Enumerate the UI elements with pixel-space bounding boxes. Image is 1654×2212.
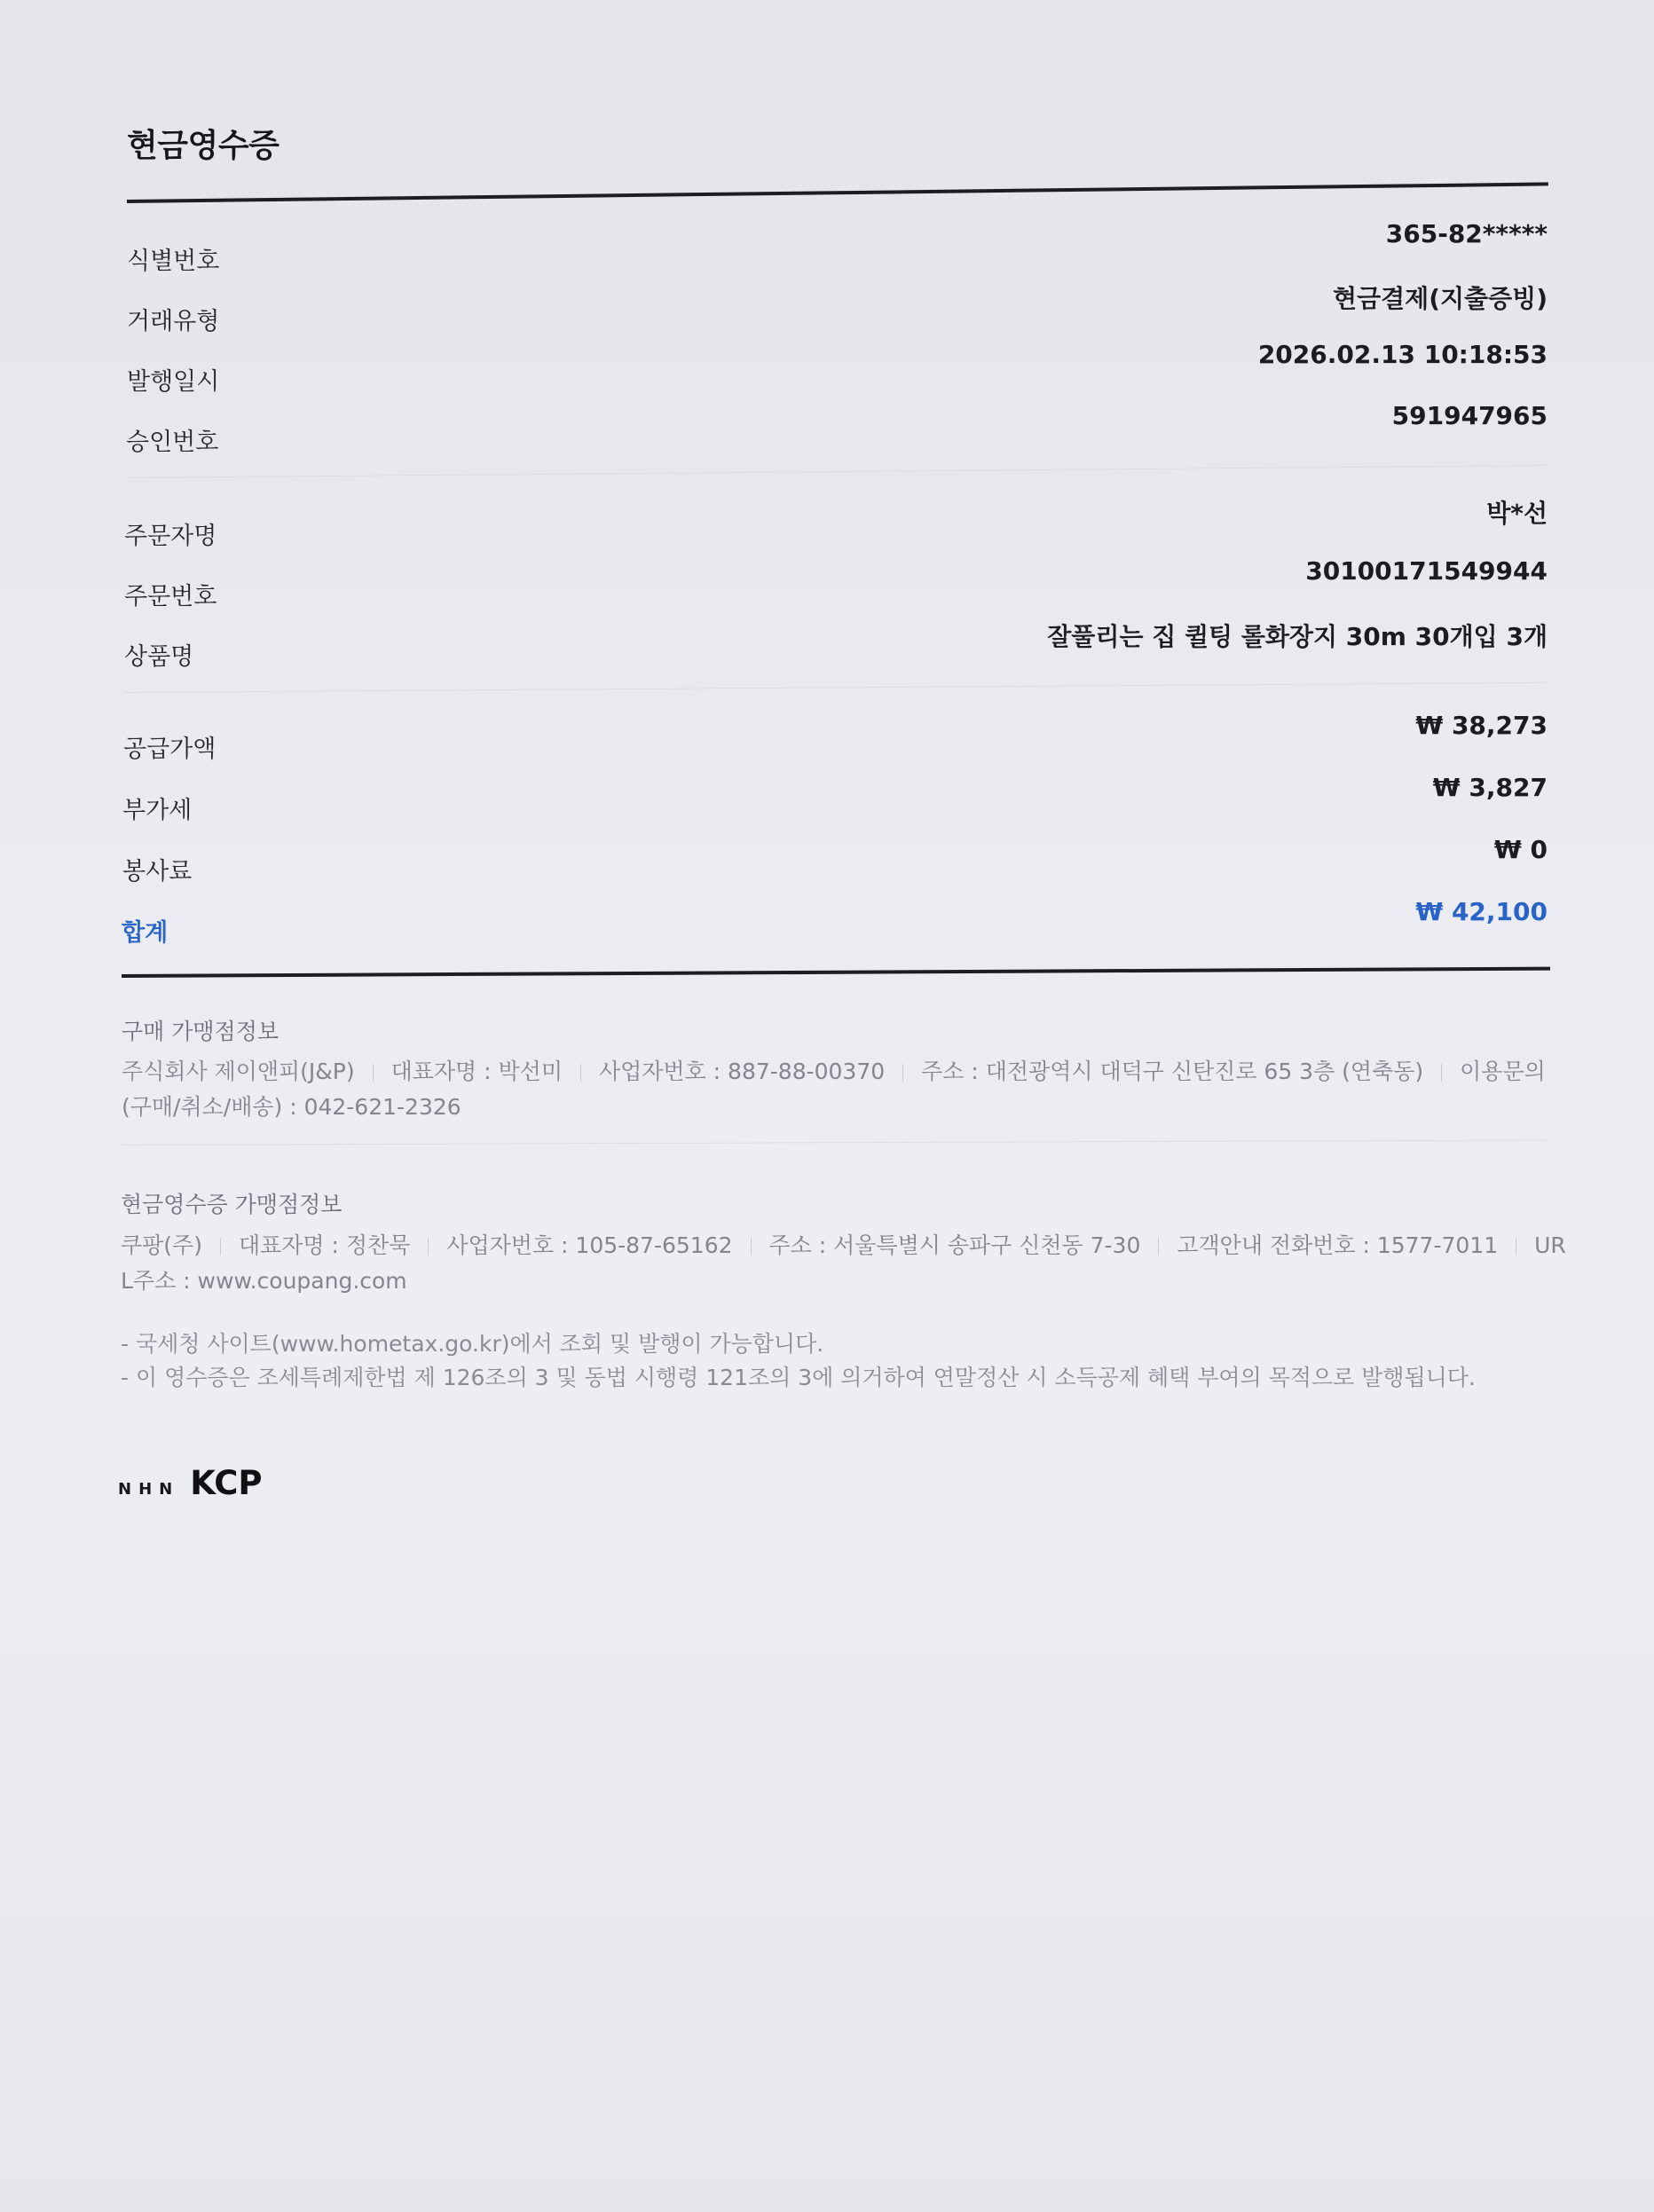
buyer-company: 주식회사 제이앤피(J&P) bbox=[122, 1059, 355, 1084]
label-id-number: 식별번호 bbox=[127, 248, 220, 275]
note-hometax: - 국세청 사이트(www.hometax.go.kr)에서 조회 및 발행이 가능합니다. bbox=[121, 1331, 824, 1357]
receipt-ceo: 대표자명 : 정찬묵 bbox=[238, 1232, 411, 1258]
separator bbox=[1158, 1238, 1159, 1256]
buyer-contact-label: 이용문의 bbox=[1460, 1059, 1546, 1084]
separator bbox=[751, 1238, 752, 1256]
buyer-contact-phone: (구매/취소/배송) : 042-621-2326 bbox=[122, 1094, 461, 1120]
receipt-address: 주소 : 서울특별시 송파구 신천동 7-30 bbox=[768, 1232, 1141, 1258]
separator bbox=[428, 1238, 429, 1256]
label-service-fee: 봉사료 bbox=[122, 858, 193, 886]
receipt-merchant-line-1 bbox=[121, 1228, 1566, 1260]
receipt-biz-no: 사업자번호 : 105-87-65162 bbox=[446, 1232, 733, 1258]
value-issue-datetime: 2026.02.13 10:18:53 bbox=[1257, 340, 1548, 369]
receipt-merchant-title: 현금영수증 가맹점정보 bbox=[121, 1192, 343, 1217]
buyer-merchant-line-1 bbox=[122, 1054, 1546, 1086]
logo-name: KCP bbox=[190, 1464, 263, 1502]
value-service-fee: ₩ 0 bbox=[1493, 835, 1548, 864]
label-product-name: 상품명 bbox=[124, 643, 194, 671]
buyer-address: 주소 : 대전광역시 대덕구 신탄진로 65 3층 (연축동) bbox=[921, 1059, 1424, 1084]
logo-prefix: NHN bbox=[118, 1480, 180, 1499]
receipt-url-prefix: UR bbox=[1534, 1232, 1566, 1258]
separator bbox=[580, 1064, 581, 1082]
buyer-merchant-title: 구매 가맹점정보 bbox=[122, 1019, 279, 1044]
value-vat: ₩ 3,827 bbox=[1432, 773, 1548, 802]
value-transaction-type: 현금결제(지출증빙) bbox=[1333, 284, 1548, 313]
divider bbox=[127, 465, 1547, 478]
label-vat: 부가세 bbox=[122, 797, 193, 824]
label-transaction-type: 거래유형 bbox=[127, 308, 220, 335]
label-order-number: 주문번호 bbox=[124, 583, 217, 610]
label-orderer-name: 주문자명 bbox=[124, 523, 217, 550]
label-supply-amount: 공급가액 bbox=[123, 736, 217, 763]
top-divider bbox=[127, 182, 1548, 203]
receipt-url: L주소 : www.coupang.com bbox=[121, 1268, 407, 1294]
separator bbox=[902, 1064, 903, 1082]
separator bbox=[373, 1064, 374, 1082]
label-issue-datetime: 발행일시 bbox=[127, 368, 220, 396]
label-total: 합계 bbox=[122, 919, 169, 947]
separator bbox=[220, 1238, 221, 1256]
receipt-merchant-line-2 bbox=[121, 1263, 407, 1295]
page-title: 현금영수증 bbox=[127, 128, 280, 164]
receipt-company: 쿠팡(주) bbox=[121, 1232, 202, 1258]
value-id-number: 365-82***** bbox=[1385, 219, 1548, 248]
value-total: ₩ 42,100 bbox=[1415, 897, 1548, 926]
nhn-kcp-logo bbox=[118, 1464, 262, 1502]
value-product-name: 잘풀리는 집 퀼팅 롤화장지 30m 30개입 3개 bbox=[1047, 622, 1548, 651]
value-supply-amount: ₩ 38,273 bbox=[1415, 711, 1548, 740]
bottom-divider bbox=[122, 967, 1550, 978]
buyer-ceo: 대표자명 : 박선미 bbox=[390, 1059, 563, 1084]
label-approval-number: 승인번호 bbox=[126, 429, 219, 456]
note-tax-law: - 이 영수증은 조세특례제한법 제 126조의 3 및 동법 시행령 121조의 3에 의거하여 연말정산 시 소득공제 혜택 부여의 목적으로 발행됩니다. bbox=[121, 1365, 1476, 1390]
value-approval-number: 591947965 bbox=[1391, 401, 1548, 430]
divider bbox=[122, 1139, 1548, 1145]
receipt-phone: 고객안내 전화번호 : 1577-7011 bbox=[1177, 1232, 1499, 1258]
value-orderer-name: 박*선 bbox=[1486, 499, 1548, 528]
divider bbox=[124, 682, 1548, 693]
value-order-number: 30100171549944 bbox=[1305, 556, 1548, 586]
buyer-biz-no: 사업자번호 : 887-88-00370 bbox=[598, 1059, 886, 1084]
buyer-merchant-line-2 bbox=[122, 1090, 461, 1122]
separator bbox=[1441, 1064, 1442, 1082]
